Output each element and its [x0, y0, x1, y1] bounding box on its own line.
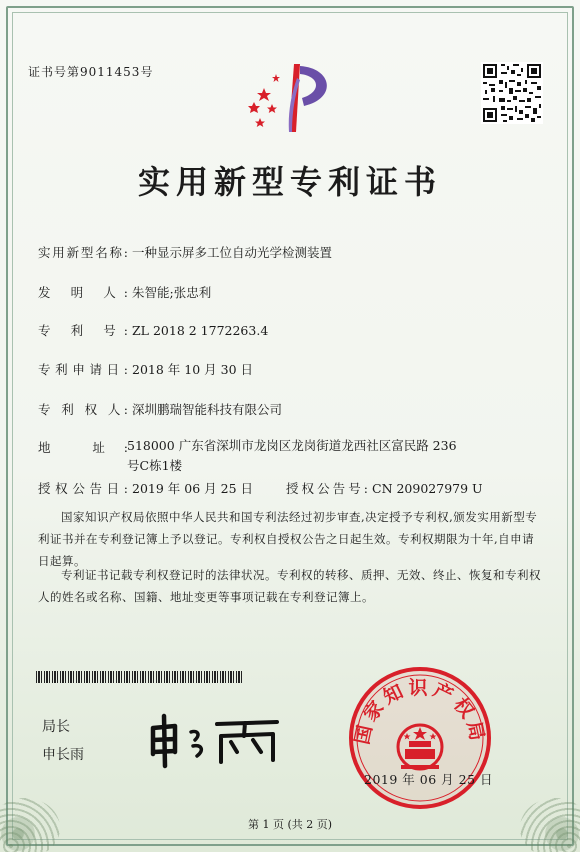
patent-number-value: ZL 2018 2 1772263.4	[132, 323, 269, 338]
patent-owner-value: 深圳鹏瑞智能科技有限公司	[132, 402, 283, 417]
grant-date-value: 2019 年 06 月 25 日	[132, 481, 253, 496]
patent-owner-label: 专 利 权 人:	[38, 402, 128, 417]
paragraph-grant-statement: 国家知识产权局依照中华人民共和国专利法经过初步审查,决定授予专利权,颁发实用新型专利证书并在专利登记簿上予以登记。专利权自授权公告之日起生效。专利权期限为十年,自申请日起算。	[38, 510, 538, 568]
field-patent-owner	[38, 400, 282, 418]
grant-date-label: 授权公告日:	[38, 481, 128, 496]
inventor-value: 朱智能;张忠利	[132, 285, 212, 300]
field-address	[38, 438, 132, 456]
cnipa-logo-icon	[242, 58, 342, 138]
grant-number-value: CN 209027979 U	[372, 481, 483, 496]
page-title: 实用新型专利证书	[137, 163, 442, 201]
field-grant-date	[38, 479, 253, 497]
filing-date-label: 专利申请日:	[38, 362, 128, 377]
field-grant-number	[286, 479, 483, 497]
certificate-number: 证书号第9011453号	[28, 65, 154, 79]
grant-number-label: 授权公告号:	[286, 481, 368, 496]
inventor-label: 发 明 人:	[38, 285, 128, 300]
director-signature-icon	[145, 710, 285, 770]
paragraph-legal-status: 专利证书记载专利权登记时的法律状况。专利权的转移、质押、无效、终止、恢复和专利权人的姓名或名称、国籍、地址变更等事项记载在专利登记簿上。	[38, 568, 541, 604]
official-seal-icon	[347, 665, 493, 811]
patent-number-label: 专 利 号:	[38, 323, 128, 338]
page-footer: 第 1 页 (共 2 页)	[247, 818, 333, 831]
field-utility-name	[38, 243, 332, 261]
seal-date: 2019 年 06 月 25 日	[364, 772, 493, 787]
filing-date-value: 2018 年 10 月 30 日	[132, 362, 253, 377]
qr-code-icon	[481, 62, 543, 124]
field-inventor	[38, 283, 211, 301]
address-value: 518000 广东省深圳市龙岗区龙岗街道龙西社区富民路 236 号C栋1楼	[127, 438, 457, 473]
field-patent-number	[38, 321, 268, 339]
seal-text: 国家知识产权局	[351, 677, 489, 747]
utility-name-label: 实用新型名称:	[38, 245, 128, 260]
field-filing-date	[38, 360, 253, 378]
director-title: 局长	[42, 719, 70, 735]
address-label: 地 址:	[38, 440, 128, 455]
utility-name-value: 一种显示屏多工位自动光学检测装置	[132, 245, 333, 260]
barcode	[36, 671, 242, 683]
director-name: 申长雨	[42, 747, 84, 763]
